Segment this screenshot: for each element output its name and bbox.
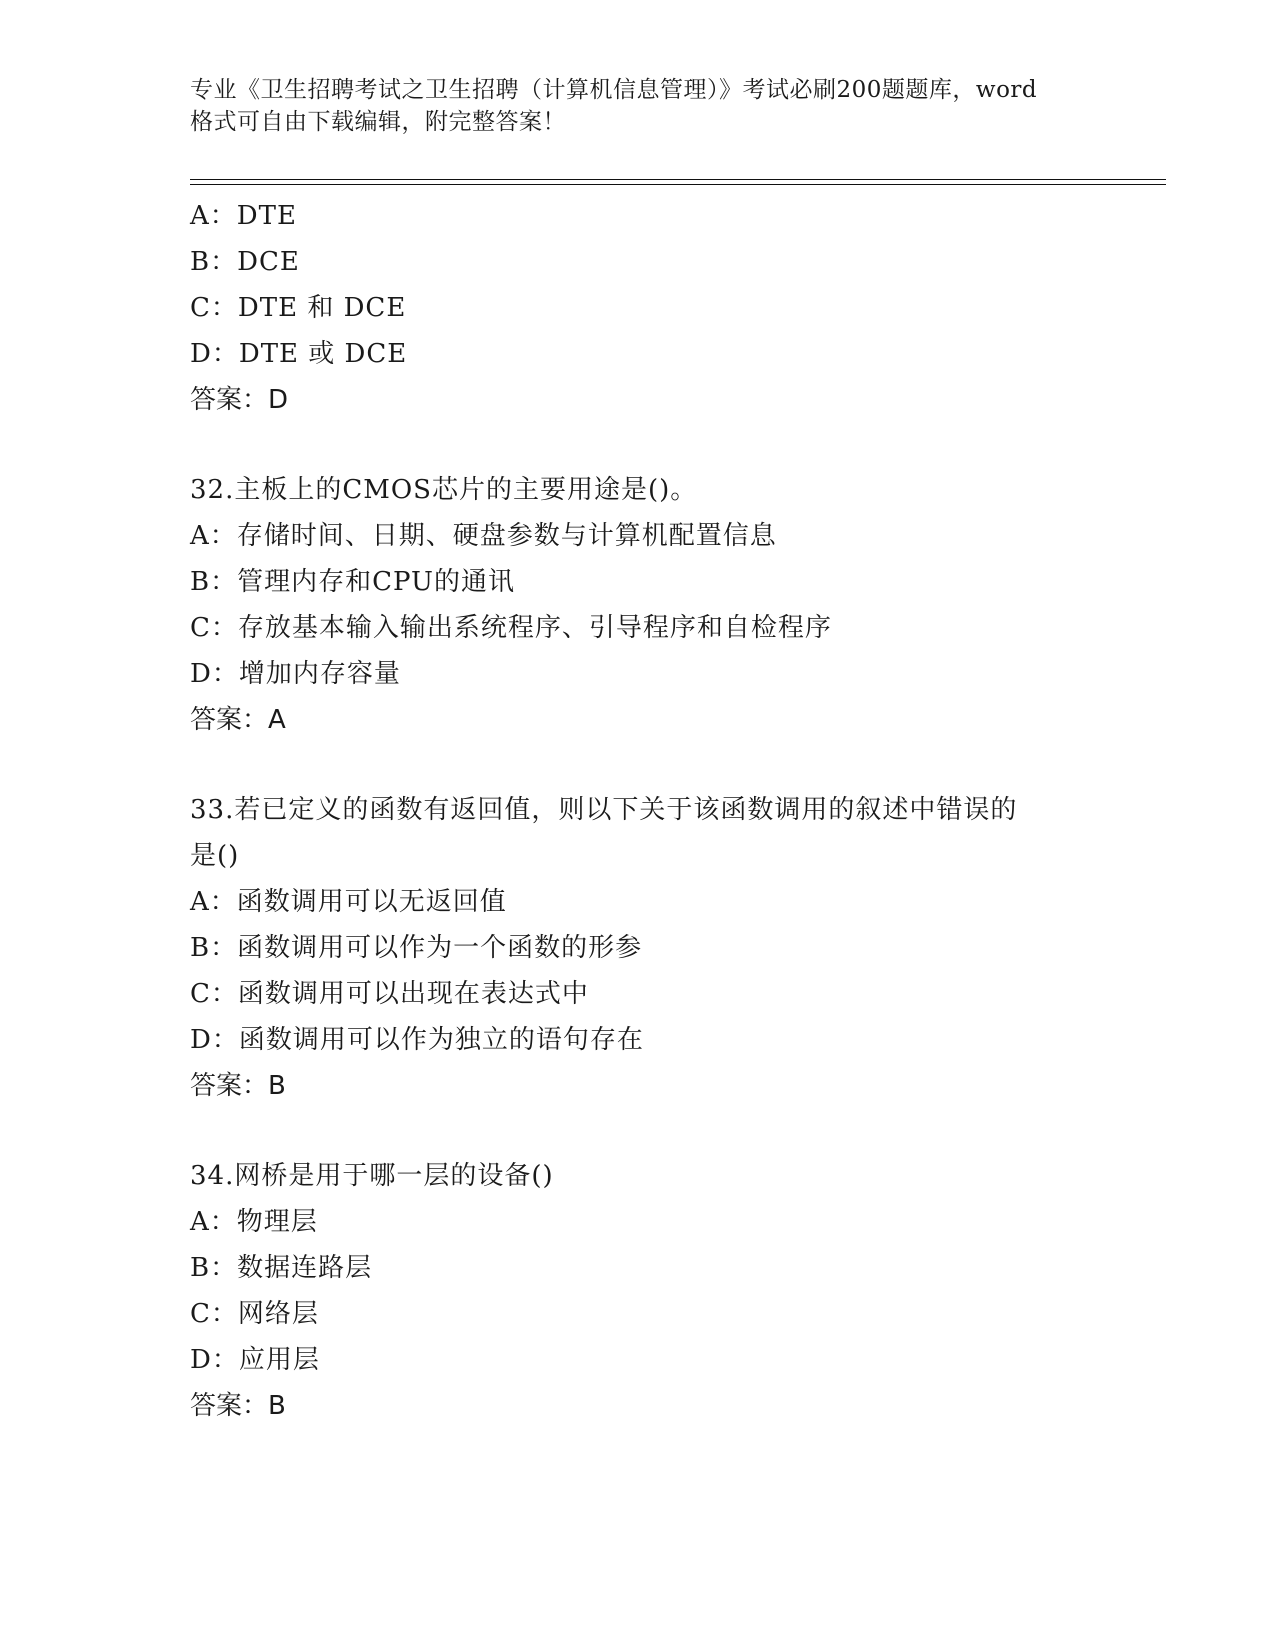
question-stem-line-1: 33.若已定义的函数有返回值，则以下关于该函数调用的叙述中错误的 — [190, 795, 1018, 825]
question-stem: 32.主板上的CMOS芯片的主要用途是()。 — [190, 475, 698, 505]
answer-line: 答案：B — [190, 1391, 286, 1421]
question-32 — [190, 467, 1090, 743]
option-a: A：物理层 — [190, 1207, 318, 1237]
option-c: C：函数调用可以出现在表达式中 — [190, 979, 589, 1009]
header-divider-top — [190, 179, 1166, 180]
option-d: D：应用层 — [190, 1345, 320, 1375]
question-34 — [190, 1153, 1090, 1429]
option-b: B：DCE — [190, 247, 300, 277]
question-33 — [190, 787, 1090, 1109]
question-spacer — [190, 423, 1090, 467]
option-a: A：存储时间、日期、硬盘参数与计算机配置信息 — [190, 521, 777, 551]
question-stem-line-2: 是() — [190, 841, 240, 871]
question-list — [190, 193, 1090, 1429]
option-c: C：DTE 和 DCE — [190, 293, 407, 323]
question-spacer — [190, 1109, 1090, 1153]
option-b: B：数据连路层 — [190, 1253, 373, 1283]
option-c: C：网络层 — [190, 1299, 319, 1329]
header-title-line-1: 专业《卫生招聘考试之卫生招聘（计算机信息管理）》考试必刷200题题库，word — [190, 77, 1038, 103]
answer-line: 答案：B — [190, 1071, 286, 1101]
header-divider-bottom — [190, 184, 1166, 185]
header-title-line-2: 格式可自由下载编辑，附完整答案！ — [190, 109, 566, 135]
option-a: A：函数调用可以无返回值 — [190, 887, 507, 917]
option-c: C：存放基本输入输出系统程序、引导程序和自检程序 — [190, 613, 832, 643]
option-b: B：管理内存和CPU的通讯 — [190, 567, 515, 597]
option-d: D：函数调用可以作为独立的语句存在 — [190, 1025, 644, 1055]
question-31 — [190, 193, 1090, 423]
option-b: B：函数调用可以作为一个函数的形参 — [190, 933, 643, 963]
option-d: D：DTE 或 DCE — [190, 339, 408, 369]
option-a: A：DTE — [190, 201, 297, 231]
answer-line: 答案：A — [190, 705, 286, 735]
answer-line: 答案：D — [190, 385, 289, 415]
option-d: D：增加内存容量 — [190, 659, 401, 689]
document-header — [190, 74, 1090, 138]
question-stem: 34.网桥是用于哪一层的设备() — [190, 1161, 554, 1191]
question-spacer — [190, 743, 1090, 787]
